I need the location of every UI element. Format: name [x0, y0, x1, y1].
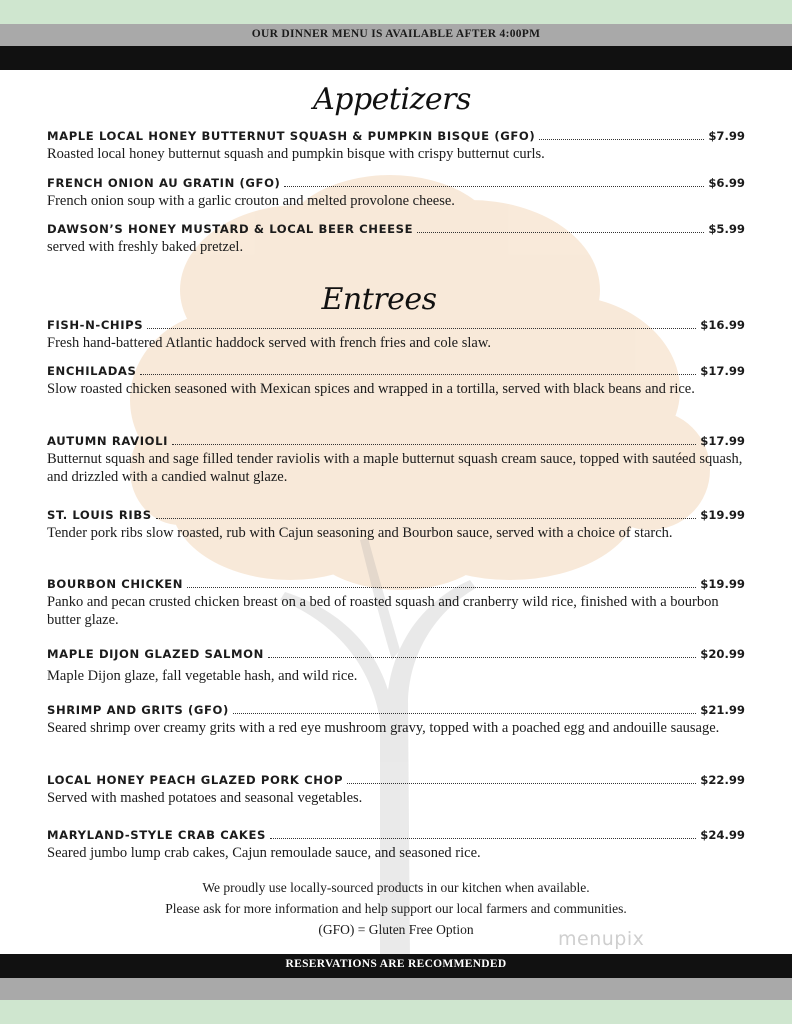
menupix-watermark: menupix: [558, 928, 645, 950]
item-description: Butternut squash and sage filled tender raviolis with a maple butternut squash cream sauce, topped with sautéed squash, and drizzled with a candied walnut glaze.: [47, 451, 743, 485]
menu-item: [47, 703, 745, 737]
item-name: SHRIMP AND GRITS (GFO): [47, 703, 229, 717]
item-price: $24.99: [700, 828, 745, 842]
leader-dots: [539, 139, 704, 140]
item-name: MARYLAND-STYLE CRAB CAKES: [47, 828, 266, 842]
item-description: Slow roasted chicken seasoned with Mexican spices and wrapped in a tortilla, served with black beans and rice.: [47, 381, 695, 397]
leader-dots: [147, 328, 696, 329]
leader-dots: [284, 186, 704, 187]
leader-dots: [187, 587, 696, 588]
menu-item: [47, 222, 745, 256]
item-price: $19.99: [700, 508, 745, 522]
item-name: FISH-N-CHIPS: [47, 318, 144, 332]
leader-dots: [270, 838, 696, 839]
top-black-band: [0, 46, 792, 70]
menu-item: [47, 828, 745, 862]
item-price: $22.99: [700, 773, 745, 787]
leader-dots: [172, 444, 696, 445]
item-name: AUTUMN RAVIOLI: [47, 434, 168, 448]
menu-item: [47, 129, 745, 163]
item-name: DAWSON’S HONEY MUSTARD & LOCAL BEER CHEESE: [47, 222, 414, 236]
item-name: ST. LOUIS RIBS: [47, 508, 152, 522]
item-description: Seared shrimp over creamy grits with a red eye mushroom gravy, topped with a poached egg and andouille sausage.: [47, 720, 720, 736]
item-description: Served with mashed potatoes and seasonal vegetables.: [47, 790, 363, 806]
menu-item: [47, 647, 745, 685]
leader-dots: [156, 518, 697, 519]
menu-item: [47, 577, 745, 629]
item-price: $17.99: [700, 364, 745, 378]
item-name: MAPLE DIJON GLAZED SALMON: [47, 647, 264, 661]
item-name: BOURBON CHICKEN: [47, 577, 184, 591]
leader-dots: [417, 232, 704, 233]
top-edge-strip: [0, 0, 792, 24]
dinner-availability-banner: OUR DINNER MENU IS AVAILABLE AFTER 4:00PM: [251, 28, 541, 40]
item-name: ENCHILADAS: [47, 364, 137, 378]
support-farmers-note: Please ask for more information and help support our local farmers and communities.: [165, 901, 627, 916]
appetizers-heading: Appetizers: [313, 82, 471, 117]
leader-dots: [140, 374, 696, 375]
item-price: $5.99: [708, 222, 745, 236]
menu-item: [47, 176, 745, 210]
item-name: MAPLE LOCAL HONEY BUTTERNUT SQUASH & PUMPKIN BISQUE (GFO): [47, 129, 536, 143]
item-price: $6.99: [708, 176, 745, 190]
item-description: Maple Dijon glaze, fall vegetable hash, and wild rice.: [47, 668, 358, 684]
menu-item: [47, 434, 745, 486]
item-price: $19.99: [700, 577, 745, 591]
leader-dots: [347, 783, 696, 784]
menu-item: [47, 773, 745, 807]
item-price: $20.99: [700, 647, 745, 661]
leader-dots: [268, 657, 696, 658]
item-description: Roasted local honey butternut squash and pumpkin bisque with crispy butternut curls.: [47, 146, 545, 162]
bottom-gray-band: [0, 978, 792, 1000]
item-name: LOCAL HONEY PEACH GLAZED PORK CHOP: [47, 773, 344, 787]
bottom-edge-strip: [0, 1000, 792, 1024]
reservations-banner: RESERVATIONS ARE RECOMMENDED: [285, 958, 507, 970]
gluten-free-legend: (GFO) = Gluten Free Option: [318, 922, 474, 937]
leader-dots: [233, 713, 696, 714]
item-price: $21.99: [700, 703, 745, 717]
item-name: FRENCH ONION AU GRATIN (GFO): [47, 176, 281, 190]
item-description: served with freshly baked pretzel.: [47, 239, 244, 255]
item-price: $7.99: [708, 129, 745, 143]
item-price: $17.99: [700, 434, 745, 448]
menu-item: [47, 318, 745, 352]
item-price: $16.99: [700, 318, 745, 332]
item-description: Seared jumbo lump crab cakes, Cajun remoulade sauce, and seasoned rice.: [47, 845, 481, 861]
menu-item: [47, 508, 745, 542]
menu-item: [47, 364, 745, 398]
item-description: Fresh hand-battered Atlantic haddock served with french fries and cole slaw.: [47, 335, 491, 351]
item-description: Tender pork ribs slow roasted, rub with Cajun seasoning and Bourbon sauce, served with a choice of starch.: [47, 525, 673, 541]
local-sourcing-note: We proudly use locally-sourced products in our kitchen when available.: [202, 880, 590, 895]
item-description: Panko and pecan crusted chicken breast on a bed of roasted squash and cranberry wild rice, finished with a bourbon butter glaze.: [47, 594, 719, 628]
item-description: French onion soup with a garlic crouton and melted provolone cheese.: [47, 193, 455, 209]
entrees-heading: Entrees: [321, 282, 437, 317]
